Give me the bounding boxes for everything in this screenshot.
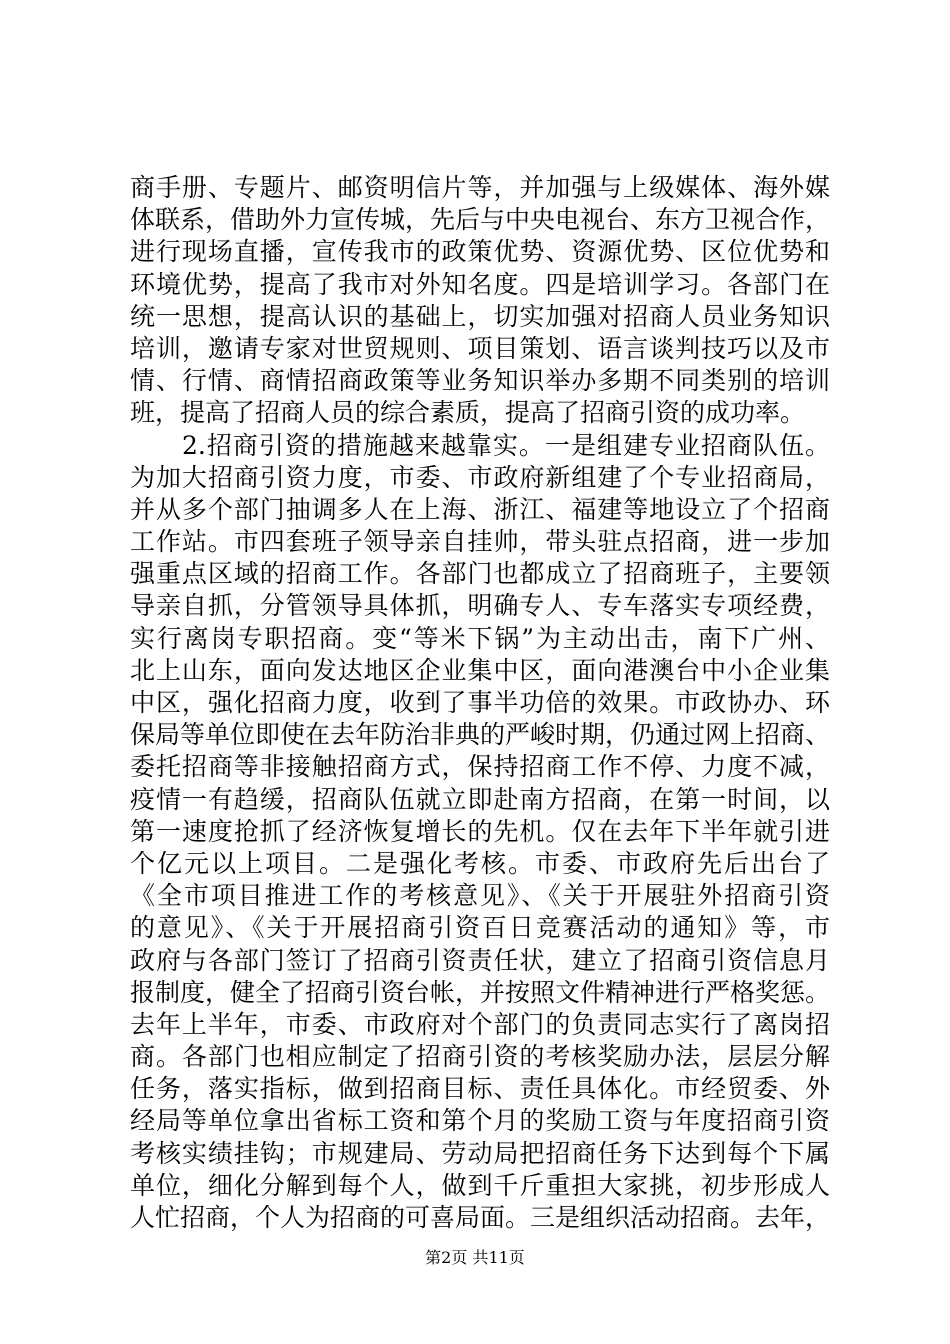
text-line: 并从多个部门抽调多人在上海、浙江、福建等地设立了个招商 [130,494,830,524]
text-line: 工作站。市四套班子领导亲自挂帅，带头驻点招商，进一步加 [130,527,830,557]
text-line: 强重点区域的招商工作。各部门也都成立了招商班子，主要领 [130,559,830,589]
text-line: 进行现场直播，宣传我市的政策优势、资源优势、区位优势和 [130,237,830,267]
text-line: 的意见》、《关于开展招商引资百日竞赛活动的通知》等，市 [130,913,830,943]
text-line: 政府与各部门签订了招商引资责任状，建立了招商引资信息月 [130,945,830,975]
text-line: 个亿元以上项目。二是强化考核。市委、市政府先后出台了 [130,848,830,878]
page-footer: 第2页 共11页 [425,1248,525,1267]
text-line: 2.招商引资的措施越来越靠实。一是组建专业招商队伍。 [182,430,830,460]
text-line: 商手册、专题片、邮资明信片等，并加强与上级媒体、海外媒 [130,173,830,202]
text-line: 统一思想，提高认识的基础上，切实加强对招商人员业务知识 [130,301,830,331]
text-line: 任务，落实指标，做到招商目标、责任具体化。市经贸委、外 [130,1074,830,1104]
text-line: 中区，强化招商力度，收到了事半功倍的效果。市政协办、环 [130,688,830,717]
text-line: 为加大招商引资力度，市委、市政府新组建了个专业招商局， [130,462,830,492]
text-line: 委托招商等非接触招商方式，保持招商工作不停、力度不减， [130,752,830,782]
text-line: 导亲自抓，分管领导具体抓，明确专人、专车落实专项经费， [130,591,830,621]
text-line: 经局等单位拿出省标工资和第个月的奖励工资与年度招商引资 [130,1106,830,1136]
text-line: 培训，邀请专家对世贸规则、项目策划、语言谈判技巧以及市 [130,333,830,363]
text-line: 商。各部门也相应制定了招商引资的考核奖励办法，层层分解 [130,1042,830,1072]
text-line: 疫情一有趋缓，招商队伍就立即赴南方招商，在第一时间，以 [130,784,830,814]
text-line: 单位，细化分解到每个人，做到千斤重担大家挑，初步形成人 [130,1170,830,1200]
text-line: 体联系，借助外力宣传城，先后与中央电视台、东方卫视合作， [130,205,831,235]
text-line: 实行离岗专职招商。变“等米下锅”为主动出击，南下广州、 [130,623,830,653]
text-line: 去年上半年，市委、市政府对个部门的负责同志实行了离岗招 [130,1009,830,1039]
text-line: 北上山东，面向发达地区企业集中区，面向港澳台中小企业集 [130,655,830,685]
text-line: 情、行情、商情招商政策等业务知识举办多期不同类别的培训 [130,366,830,396]
text-line: 第一速度抢抓了经济恢复增长的先机。仅在去年下半年就引进 [130,816,830,846]
text-line: 人忙招商，个人为招商的可喜局面。三是组织活动招商。去年， [130,1203,831,1232]
text-line: 保局等单位即使在去年防治非典的严峻时期，仍通过网上招商、 [130,720,831,750]
text-line: 班，提高了招商人员的综合素质，提高了招商引资的成功率。 [130,398,806,428]
text-line: 考核实绩挂钩；市规建局、劳动局把招商任务下达到每个下属 [130,1138,830,1168]
text-line: 环境优势，提高了我市对外知名度。四是培训学习。各部门在 [130,269,830,299]
body-text [130,172,830,1234]
text-line: 《全市项目推进工作的考核意见》、《关于开展驻外招商引资 [130,881,830,911]
text-line: 报制度，健全了招商引资台帐，并按照文件精神进行严格奖惩。 [130,977,831,1007]
